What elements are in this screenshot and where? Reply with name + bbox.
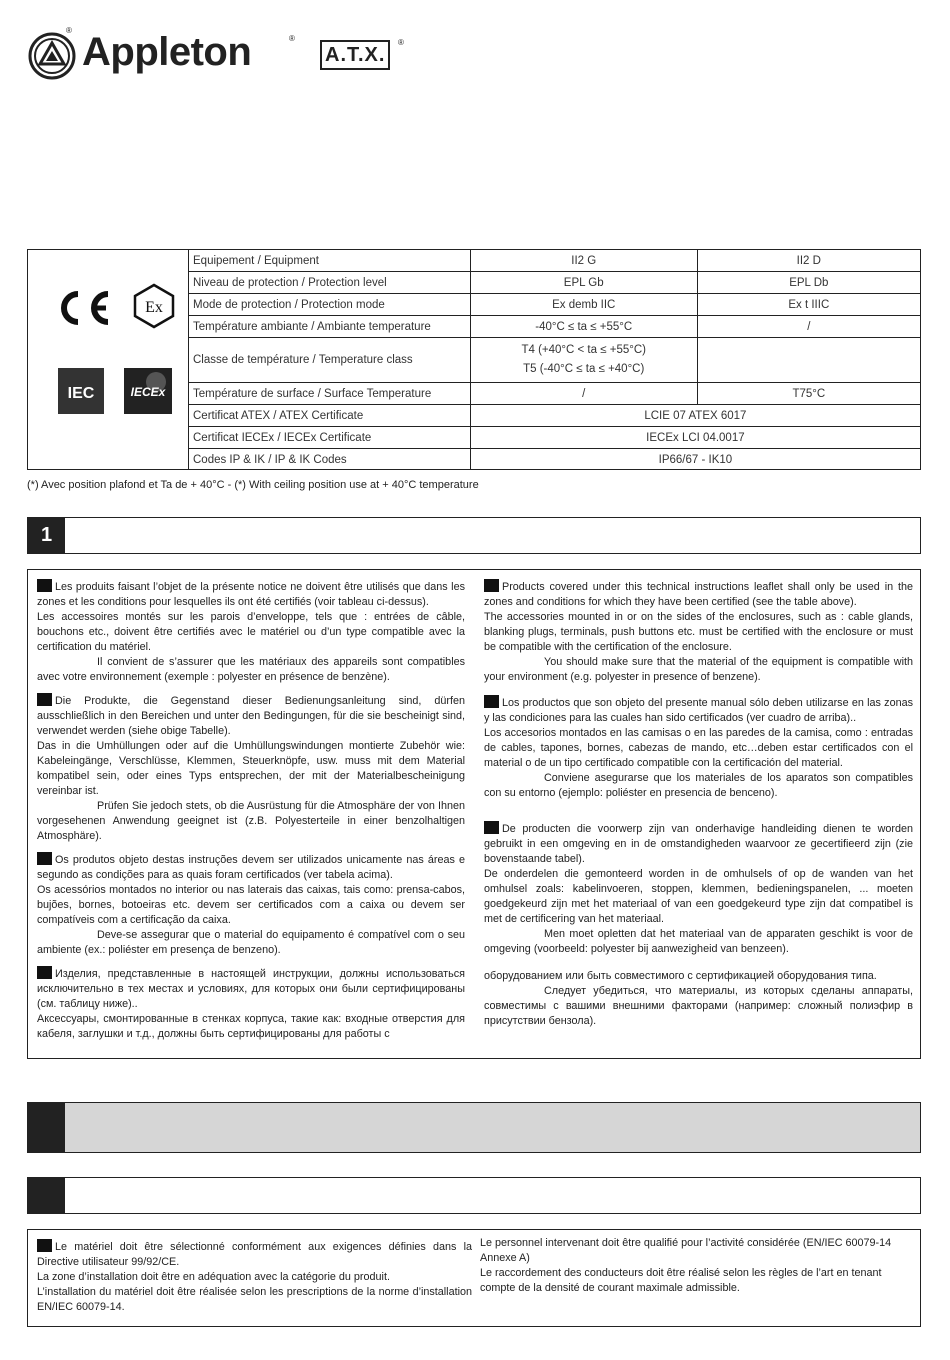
section-number-block (28, 1178, 65, 1213)
registered-mark: ® (398, 38, 404, 47)
ex-mark-text: Ex (145, 299, 163, 316)
temp-class-t5: T5 (-40°C ≤ ta ≤ +40°C) (523, 363, 645, 375)
brand-sub: A.T.X. (320, 40, 390, 70)
certification-icons (28, 250, 189, 469)
table-row (189, 272, 921, 294)
brand-name: Appleton (82, 30, 252, 74)
certification-box (27, 249, 921, 470)
selection-notice: Le matériel doit être sélectionné conformément aux exigences définies dans la Directive utilisateur 99/92/CE. La zone d’installation doit être en adéquation avec la catégorie du produit. L’installation du matériel doit être réalisée selon les prescriptions de la norme d’installation EN/IEC 60079-14. (37, 1241, 472, 1313)
section-2-header (27, 1102, 921, 1153)
gas-value: Ex demb IIC (470, 294, 697, 316)
bullet-square-icon (484, 695, 499, 708)
iecex-logo-icon (124, 368, 172, 414)
gas-value: II2 G (470, 250, 697, 272)
footnote: (*) Avec position plafond et Ta de + 40°C - (*) With ceiling position use at + 40°C temperature (27, 479, 479, 491)
notice-en: Products covered under this technical instructions leaflet shall only be used in the zones and conditions for which they have been certified (see the table above). The accessories mounted in or on the sides of the enclosures, such as : cable glands, blanking plugs, terminals, push buttons etc. must be certified with the enclosure or must be compatible with the certification of the enclosure. You should make sure that the material of the equipment is compatible with your environment (e.g. polyester in presence of benzene). (484, 581, 913, 683)
table-row (189, 294, 921, 316)
notice-es: Los productos que son objeto del presente manual sólo deben utilizarse en las zonas y las condiciones para las cuales han sido certificados (ver cuadro de arriba).. Los accesorios montados en las camisas o en las paredes de la camisa, como : entradas de cables, tapones, bornes, cabezas de mando, etc…deben estar certificados con el material o de un tipo certificado compatible con la certificación del material. Conviene asegurarse que los materiales de los aparatos son compatibles con su entorno (ejemplo: poliéster en presencia de benceno). (484, 697, 913, 799)
table-row (189, 449, 921, 471)
section-number-block (28, 1103, 65, 1152)
table-row (189, 405, 921, 427)
table-row (189, 427, 921, 449)
row-label: Certificat ATEX / ATEX Certificate (189, 405, 471, 427)
registered-mark: ® (289, 34, 295, 43)
appleton-emblem-icon (28, 30, 78, 80)
ce-mark-icon (52, 288, 114, 328)
dust-value: EPL Db (697, 272, 920, 294)
right-column (484, 579, 913, 1037)
section-1-text-box (27, 569, 921, 1059)
left-column (37, 579, 465, 1050)
right-column (480, 1236, 914, 1304)
row-label: Equipement / Equipment (189, 250, 471, 272)
row-label: Codes IP & IK / IP & IK Codes (189, 449, 471, 471)
iec-logo-icon (58, 368, 104, 414)
personnel-notice: Le personnel intervenant doit être qualifié pour l’activité considérée (EN/IEC 60079-14 Annexe A) Le raccordement des conducteurs doit être réalisé selon les règles de l’art en tenant compte de la densité de courant maximale admissible. (480, 1237, 892, 1294)
dust-value: T75°C (697, 383, 920, 405)
notice-pt: Os produtos objeto destas instruções devem ser utilizados unicamente nas áreas e segundo as condições para as quais foram certificados (ver tabela acima). Os acessórios montados no interior ou nas laterais das caixas, tais como: prensa-cabos, bujões, bornes, botoeiras etc. devem ser certificados com a caixa ou devem ser compatíveis com a certificação da caixa. Deve-se assegurar que o material do equipamento é compatível com o seu ambiente (ex.: poliéster em presença de benzeno). (37, 854, 465, 956)
section-number: 1 (28, 518, 65, 553)
gas-value (470, 338, 697, 383)
table-row (189, 338, 921, 383)
dust-value: II2 D (697, 250, 920, 272)
notice-de: Die Produkte, die Gegenstand dieser Bedienungsanleitung sind, dürfen ausschließlich in den Bereichen und unter den Bedingungen, für die sie bescheinigt sind, verwendet werden (siehe obige Tabelle). Das in die Umhüllungen oder auf die Umhüllungswindungen montierte Zubehör wie: Kabeleingänge, Verschlüsse, Klemmen, Steuerknöpfe, usw. muss mit dem Material kompatibel sein, oder eines Typs entsprechen, der mit der Materialbescheinigung vereinbar ist. Prüfen Sie jedoch stets, ob die Ausrüstung für die Atmosphäre der von Ihnen vorgesehenen Anwendung geeignet ist (z.B. Polyesterteile in einer benzolhaltigen Atmosphäre). (37, 695, 465, 842)
dust-value: / (697, 316, 920, 338)
table-row (189, 316, 921, 338)
row-label: Niveau de protection / Protection level (189, 272, 471, 294)
bullet-square-icon (484, 579, 499, 592)
bullet-square-icon (37, 966, 52, 979)
section-1-header (27, 517, 921, 554)
row-label: Mode de protection / Protection mode (189, 294, 471, 316)
dust-value: Ex t IIIC (697, 294, 920, 316)
table-row (189, 383, 921, 405)
notice-fr: Les produits faisant l’objet de la présente notice ne doivent être utilisés que dans les zones et les conditions pour lesquelles ils ont été certifiés (voir tableau ci-dessus). Les accessoires montés sur les parois d’enveloppe, tels que : entrées de câble, bouchons etc., doivent être certifiés avec le matériel ou d’un type compatible avec la certification du matériel. Il convient de s’assurer que les matériaux des appareils sont compatibles avec votre environnement (exemple : polyester en présence de benzène). (37, 581, 465, 683)
bullet-square-icon (37, 1239, 52, 1252)
bullet-square-icon (37, 579, 52, 592)
certification-table (188, 250, 920, 470)
row-label: Certificat IECEx / IECEx Certificate (189, 427, 471, 449)
notice-nl: De producten die voorwerp zijn van onderhavige handleiding dienen te worden gebruikt in een omgeving en in de omstandigheden waarvoor ze gecertifieerd zijn (zie bovenstaande tabel). De onderdelen die gemonteerd worden in de omhulsels of op de wanden van het omhulsel zoals: kabelinvoeren, stoppen, klemmen, bedieningspanelen, ... moeten goedgekeurd zijn met het materiaal of van een goedgekeurd type zijn dat compatibel is met de certificering van het materiaal. Men moet opletten dat het materiaal van de apparaten geschikt is voor de omgeving (voorbeeld: polyester bij aanwezigheid van benzeen). (484, 823, 913, 955)
registered-mark: ® (66, 26, 72, 35)
gas-value: -40°C ≤ ta ≤ +55°C (470, 316, 697, 338)
ex-hexagon-icon (130, 282, 178, 330)
certificate-value: LCIE 07 ATEX 6017 (470, 405, 920, 427)
row-label: Température ambiante / Ambiante temperature (189, 316, 471, 338)
left-column (37, 1239, 472, 1323)
table-row (189, 250, 921, 272)
codes-value: IP66/67 - IK10 (470, 449, 920, 471)
bullet-square-icon (484, 821, 499, 834)
gas-value: EPL Gb (470, 272, 697, 294)
bullet-square-icon (37, 693, 52, 706)
bullet-square-icon (37, 852, 52, 865)
notice-ru: Изделия, представленные в настоящей инструкции, должны использоваться исключительно в тех местах и условиях, для которых они были сертифицированы (см. таблицу ниже).. Аксессуары, смонтированные в стенках корпуса, такие как: входные отверстия для кабеля, заглушки и т.д., должны быть сертифицированы для работы с (37, 968, 465, 1040)
row-label: Température de surface / Surface Temperature (189, 383, 471, 405)
gas-value: / (470, 383, 697, 405)
temp-class-t4: T4 (+40°C < ta ≤ +55°C) (521, 344, 646, 356)
notice-ru-cont: оборудованием или быть совместимого с сертификацией оборудования типа. Следует убедиться, что материалы, из которых сделаны аппараты, совместимы с вашими внешними факторами (например: сложный полиэфир в присутствии бензола). (484, 970, 913, 1027)
certificate-value: IECEx LCI 04.0017 (470, 427, 920, 449)
dust-value (697, 338, 920, 383)
row-label: Classe de température / Temperature class (189, 338, 471, 383)
section-3-header (27, 1177, 921, 1214)
section-3-text-box (27, 1229, 921, 1327)
iec-logo-text: IEC (67, 385, 95, 402)
iecex-logo-text: IECEx (130, 385, 166, 399)
